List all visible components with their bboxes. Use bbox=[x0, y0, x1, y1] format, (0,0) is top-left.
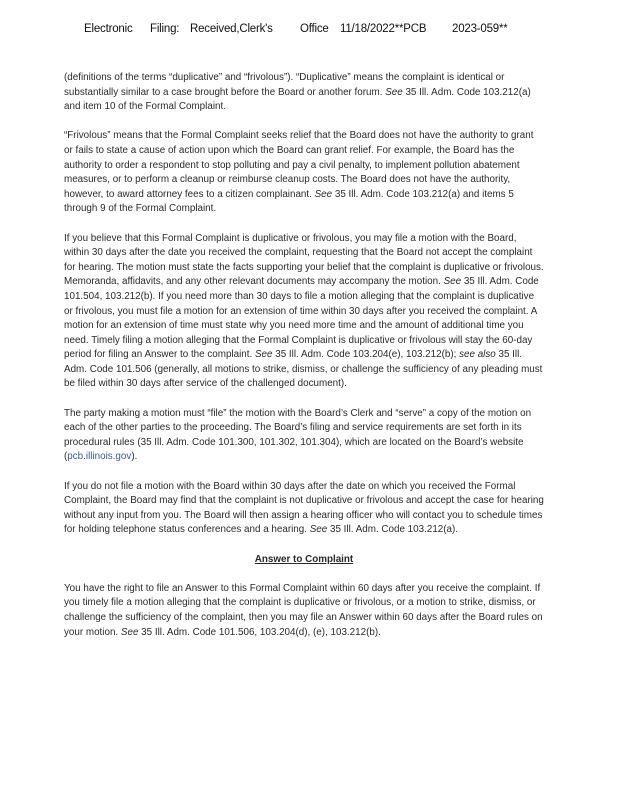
header-received: Received,Clerk's bbox=[190, 23, 273, 35]
header-office: Office bbox=[300, 23, 329, 35]
document-body bbox=[64, 71, 544, 655]
paragraph-no-motion: If you do not file a motion with the Board within 30 days after the date on which you received the Formal Complaint, the Board may find that the complaint is not duplicative or frivolous and accept the case for hearing without any input from you. The Board will then assign a hearing officer who will contact you to schedule times for holding telephone status conferences and a hearing. See 35 Ill. Adm. Code 103.212(a). bbox=[64, 480, 544, 536]
paragraph-motion: If you believe that this Formal Complaint is duplicative or frivolous, you may file a motion with the Board, within 30 days after the date you received the complaint, requesting that the Board not accept the complaint for hearing. The motion must state the facts supporting your belief that the complaint is duplicative or frivolous. Memoranda, affidavits, and any other relevant documents may accompany the motion. See 35 Ill. Adm. Code 101.504, 103.212(b). If you need more than 30 days to file a motion alleging that the complaint is duplicative or frivolous, you must file a motion for an extension of time within 30 days after you received the complaint. A motion for an extension of time must state why you need more time and the amount of additional time you need. Timely filing a motion alleging that the Formal Complaint is duplicative or frivolous will stay the 60-day period for filing an Answer to the complaint. See 35 Ill. Adm. Code 103.204(e), 103.212(b); see also 35 Ill. Adm. Code 101.506 (generally, all motions to strike, dismiss, or challenge the sufficiency of any pleading must be filed within 30 days after service of the challenged document). bbox=[64, 232, 544, 390]
header-electronic: Electronic bbox=[84, 23, 133, 35]
paragraph-filing-service: The party making a motion must “file” the motion with the Board’s Clerk and “serve” a copy of the motion on each of the other parties to the proceeding. The Board’s filing and service requirements are set forth in its procedural rules (35 Ill. Adm. Code 101.300, 101.302, 101.304), which are located on the Board’s website (pcb.illinois.gov). bbox=[64, 407, 532, 463]
paragraph-answer: You have the right to file an Answer to this Formal Complaint within 60 days after you receive the complaint. If you timely file a motion alleging that the complaint is duplicative or frivolous, or a motion to strike, dismiss, or challenge the sufficiency of the complaint, then you may file an Answer within 60 days after the Board rules on your motion. See 35 Ill. Adm. Code 101.506, 103.204(d), (e), 103.212(b). bbox=[64, 582, 543, 638]
header-date: 11/18/2022**PCB bbox=[340, 23, 427, 35]
paragraph-frivolous: “Frivolous” means that the Formal Complaint seeks relief that the Board does not have the authority to grant or fails to state a cause of action upon which the Board can grant relief. For example, the Board has the authority to order a respondent to stop polluting and pay a civil penalty, to implement pollution abatement measures, or to perform a cleanup or reimburse cleanup costs. The Board does not have the authority, however, to award attorney fees to a citizen complainant. See 35 Ill. Adm. Code 103.212(a) and items 5 through 9 of the Formal Complaint. bbox=[64, 130, 534, 215]
paragraph-definitions: (definitions of the terms “duplicative” and “frivolous”). “Duplicative” means the complaint is identical or substantially similar to a case brought before the Board or another forum. See 35 Ill. Adm. Code 103.212(a) and item 10 of the Formal Complaint. bbox=[64, 72, 531, 113]
header-filing: Filing: bbox=[150, 23, 180, 35]
filing-header bbox=[84, 23, 554, 37]
header-case-number: 2023-059** bbox=[452, 23, 508, 35]
website-link[interactable]: pcb.illinois.gov bbox=[67, 451, 132, 463]
section-heading-answer: Answer to Complaint bbox=[254, 553, 354, 565]
